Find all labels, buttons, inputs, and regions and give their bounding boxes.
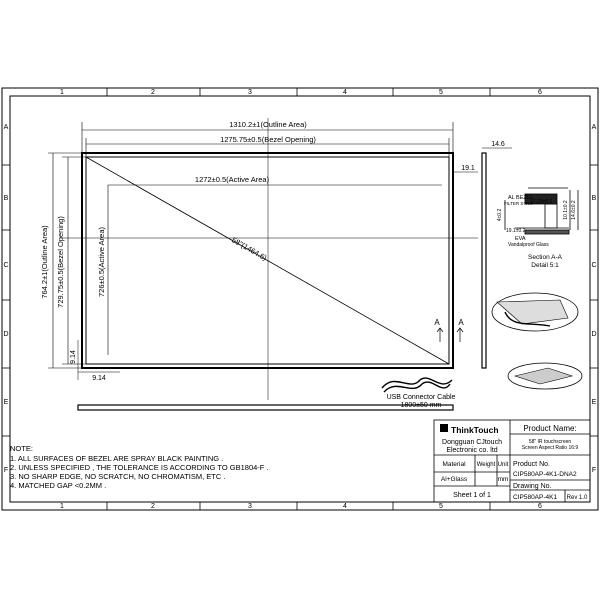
col-label: 2 (151, 89, 155, 96)
section-dim-d: 14.6±0.2 (571, 200, 577, 220)
company-name: Dongguan CJtouch (442, 439, 502, 446)
material-value: Al+Glass (440, 476, 468, 483)
col-label: 2 (151, 503, 155, 510)
corner-v-label: 9.14 (70, 350, 77, 364)
cable-length: 1800±50 mm (400, 402, 442, 409)
note-item: 4. MATCHED GAP <0.2MM . (10, 481, 107, 490)
notes-heading: NOTE: (10, 444, 33, 453)
corner-h-label: 9.14 (92, 375, 106, 382)
center-lines (60, 118, 478, 400)
col-label: 1 (60, 89, 64, 96)
outline-height-label: 764.2±1(Outline Area) (40, 225, 49, 299)
row-label: A (591, 124, 597, 131)
col-label: 4 (343, 89, 347, 96)
outline-height-dim (48, 153, 82, 368)
row-label: F (3, 467, 9, 474)
col-label: 3 (248, 503, 252, 510)
product-no-label: Product No. (513, 461, 550, 468)
section-dim-b: 19.1±0.2 (506, 228, 526, 234)
col-label: 6 (538, 503, 542, 510)
column-labels-bottom (60, 503, 542, 510)
revision: Rev 1.0 (566, 495, 588, 501)
section-marker-label: A (434, 318, 440, 327)
section-markers (437, 328, 463, 342)
cable-label: USB Connector Cable (386, 394, 456, 401)
row-label: E (3, 399, 9, 406)
drawing-no-value: CIP580AP-4K1 (513, 494, 558, 501)
row-label: A (3, 124, 9, 131)
diagonal-label: 58"(1464.6) (230, 235, 269, 263)
material-label: Material (442, 461, 466, 468)
product-name-value: 58" IR touchscreen (528, 439, 572, 445)
logo-text: ThinkTouch (451, 425, 499, 435)
row-labels-right (591, 124, 596, 474)
bottom-view (78, 405, 453, 410)
column-labels-top (60, 89, 542, 96)
usb-cable-drawing (382, 378, 452, 392)
bezel-height-label: 729.75±0.5(Bezel Opening) (56, 216, 65, 308)
oval-detail-1 (492, 293, 578, 331)
col-label: 5 (439, 89, 443, 96)
section-marker-label: A (458, 318, 464, 327)
note-item: 2. UNLESS SPECIFIED , THE TOLERANCE IS ACCORDING TO GB1804-F . (10, 463, 269, 472)
weight-label: Weight (476, 462, 496, 468)
section-filter-strip: FILTER STRIP (504, 201, 534, 206)
col-label: 6 (538, 89, 542, 96)
section-glass: Vandalproof Glass (508, 242, 549, 248)
note-item: 1. ALL SURFACES OF BEZEL ARE SPRAY BLACK PAINTING . (10, 454, 224, 463)
drawing-no-label: Drawing No. (513, 483, 552, 490)
section-eva: EVA (515, 236, 526, 242)
outer-border (2, 88, 598, 510)
active-height-label: 726±0.5(Active Area) (97, 227, 106, 297)
row-label: C (591, 262, 597, 269)
row-label: E (591, 399, 597, 406)
row-label: F (591, 467, 597, 474)
section-dim-c: 10.1±0.2 (563, 200, 569, 220)
oval-detail-2 (508, 363, 582, 389)
section-dim-e: 4±0.2 (497, 208, 503, 222)
col-label: 5 (439, 503, 443, 510)
row-label: B (3, 195, 9, 202)
section-detail-scale: Detail 5:1 (531, 262, 559, 269)
product-no-value: CIP580AP-4K1-DNA2 (513, 471, 577, 478)
unit-label: Unit (497, 462, 509, 468)
section-al-bezel: AL BEZEL (508, 195, 534, 201)
note-item: 3. NO SHARP EDGE, NO SCRATCH, NO CHROMATISM, ETC . (10, 472, 226, 481)
row-label: D (3, 331, 9, 338)
right-gap-label: 19.1 (461, 165, 475, 172)
col-label: 3 (248, 89, 252, 96)
row-label: B (591, 195, 597, 202)
row-label: D (591, 331, 597, 338)
product-name-label: Product Name: (523, 424, 577, 433)
col-label: 4 (343, 503, 347, 510)
logo-box (440, 424, 448, 432)
sheet-count: Sheet 1 of 1 (453, 492, 491, 499)
section-title: Section A-A (528, 254, 562, 261)
bezel-width-label: 1275.75±0.5(Bezel Opening) (220, 135, 316, 144)
active-width-label: 1272±0.5(Active Area) (194, 175, 270, 184)
section-dim-a: 17.23±0.2 (530, 199, 553, 205)
side-view (482, 153, 486, 368)
row-label: C (3, 262, 9, 269)
diagonal-line (86, 157, 449, 364)
product-name-value: Screen Aspect Ratio 16:9 (521, 445, 579, 451)
outline-width-label: 1310.2±1(Outline Area) (229, 120, 307, 129)
side-thickness-label: 14.6 (491, 141, 505, 148)
company-name: Electronic co. ltd (446, 447, 498, 454)
zone-ticks (2, 88, 598, 510)
row-labels-left (3, 124, 8, 474)
col-label: 1 (60, 503, 64, 510)
unit-value: mm (497, 476, 509, 483)
